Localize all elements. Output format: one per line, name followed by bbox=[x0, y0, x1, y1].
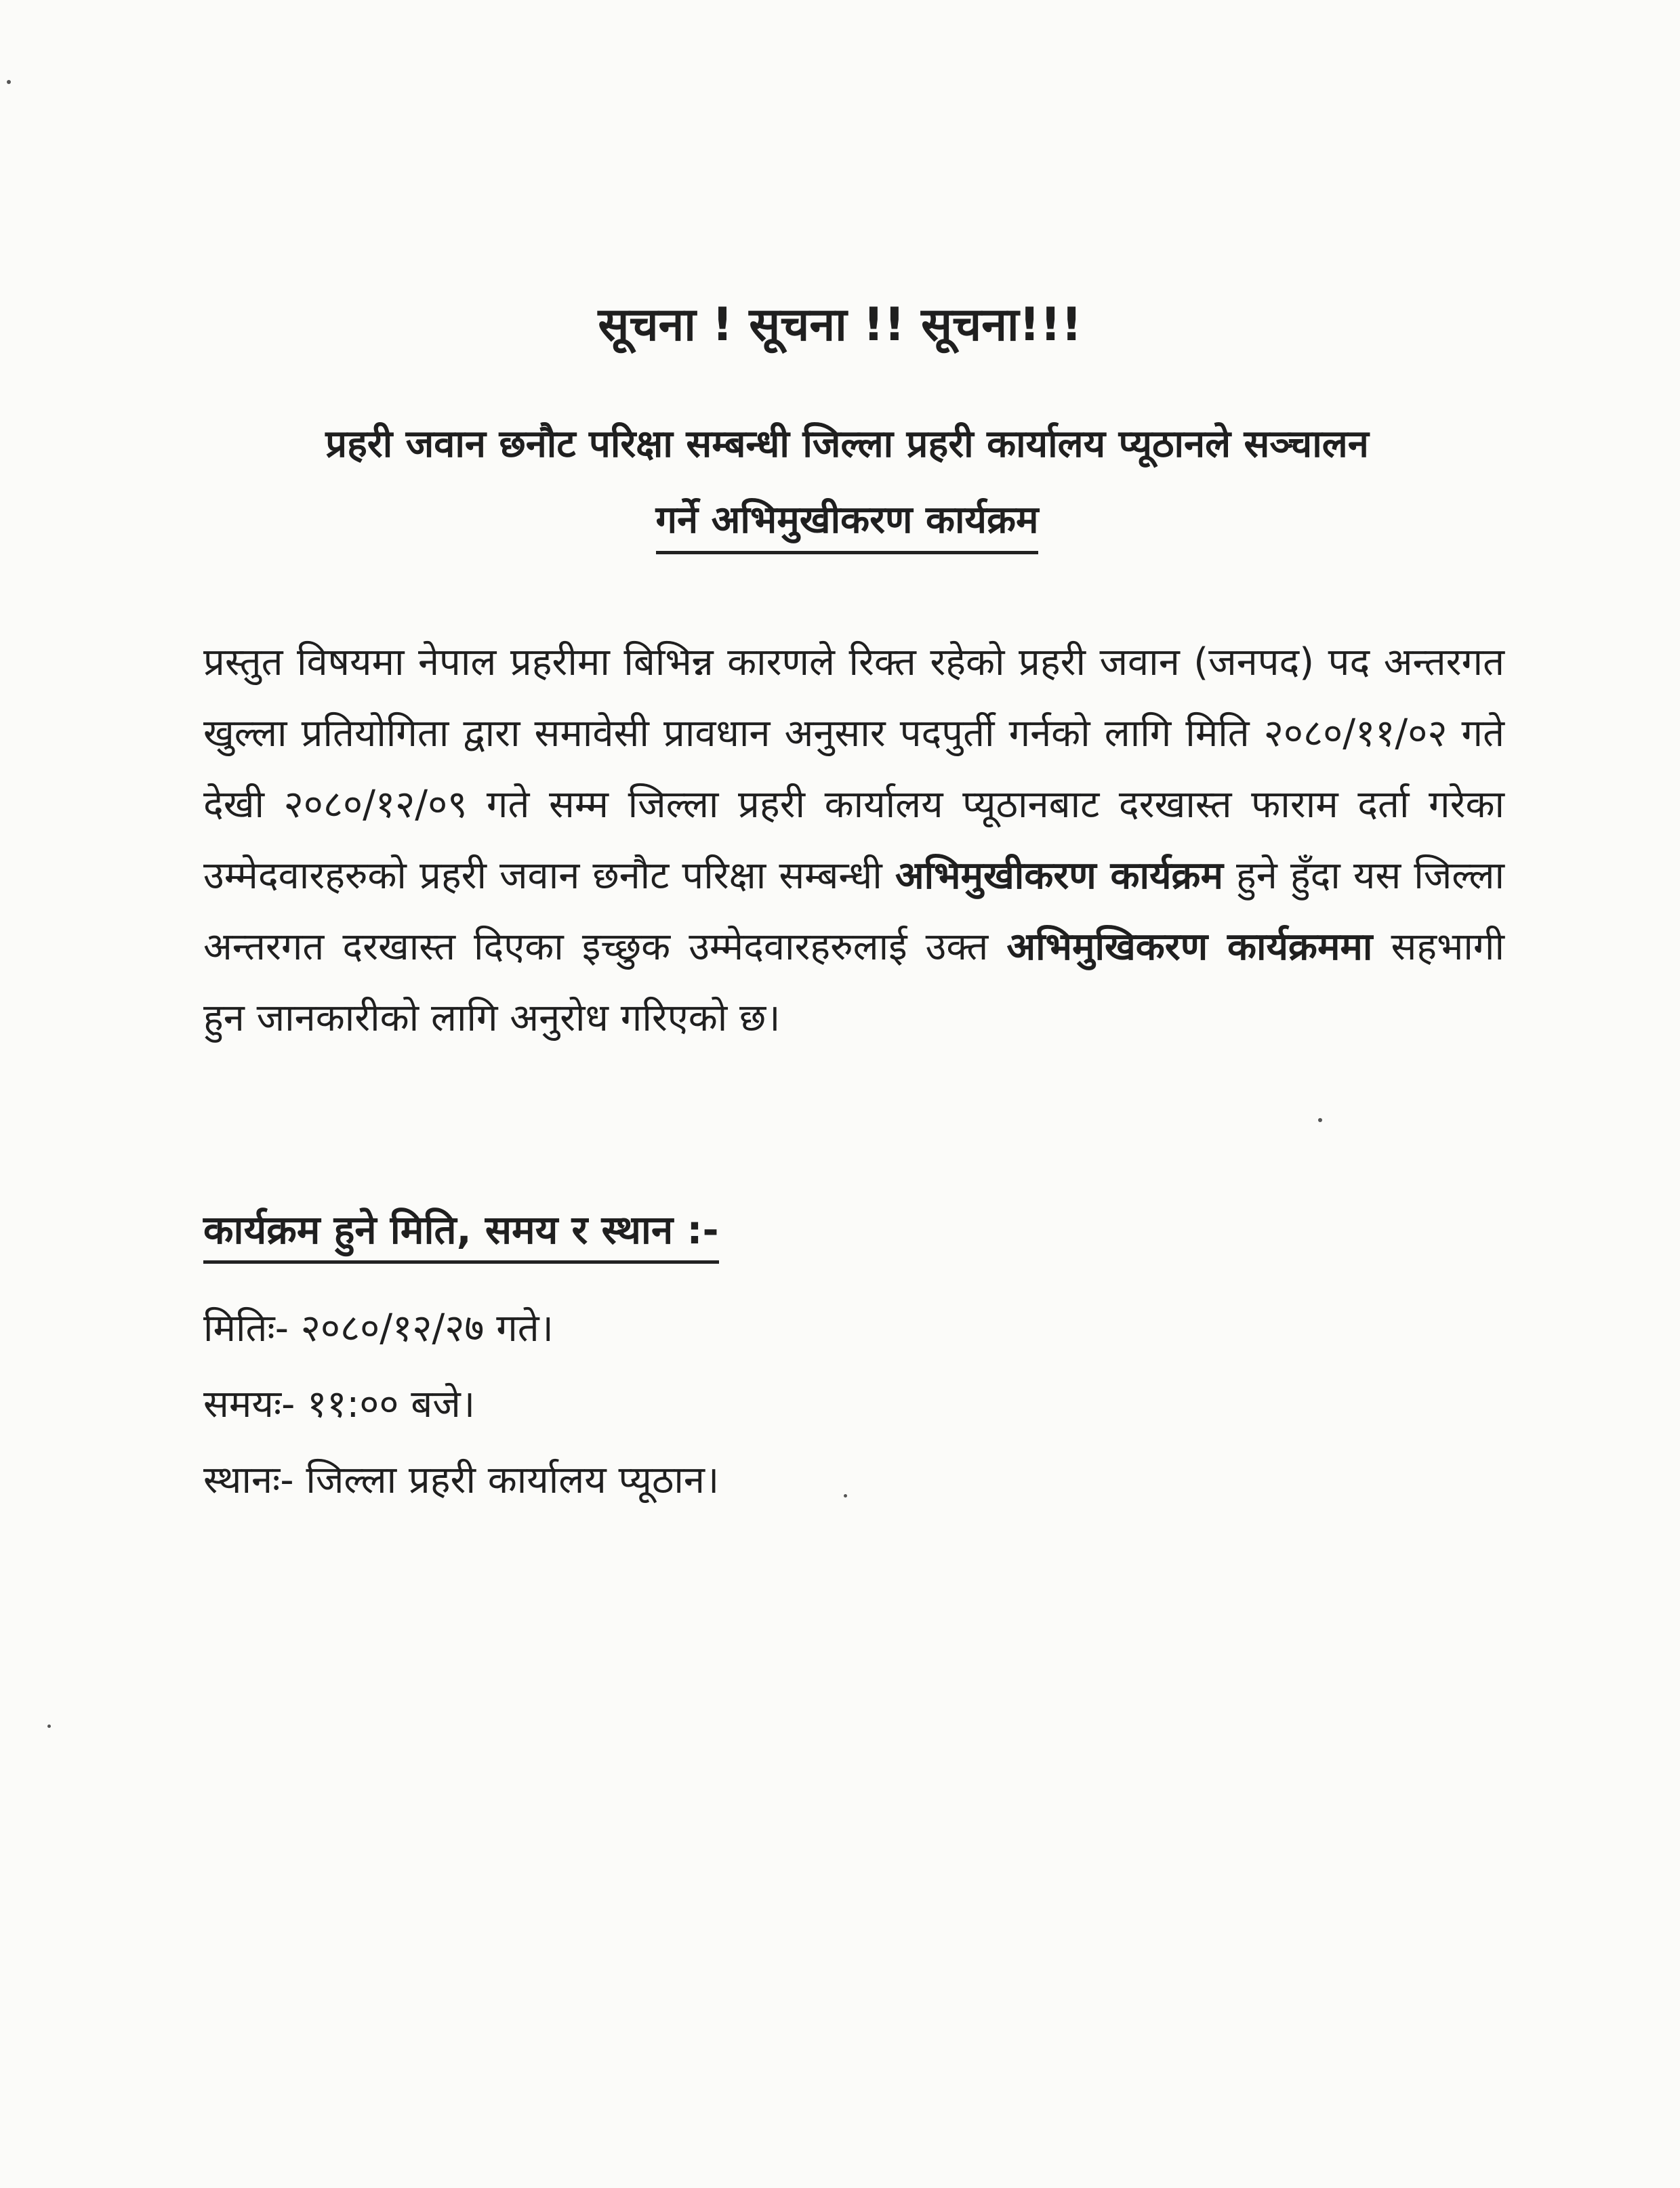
schedule-date: मितिः- २०८०/१२/२७ गते। bbox=[203, 1306, 554, 1350]
scan-speck bbox=[47, 1725, 51, 1728]
schedule-time: समयः- ११:०० बजे। bbox=[203, 1382, 476, 1426]
body-text-part-1: प्रस्तुत विषयमा नेपाल प्रहरीमा बिभिन्न कारणले रिक्त रहेको प्रहरी जवान (जनपद) पद अन्तरगत खुल्ला प्रतियोगिता द्वारा समावेसी प्रावधान अनुसार पदपुर्ती गर्नको लागि मिति २०८०/११/०२ गते देखी २०८०/१२/०९ गते सम्म जिल्ला प्रहरी कार्यालय प्यूठानबाट दरखास्त फाराम दर्ता गरेका उम्मेदवारहरुको प्रहरी जवान छनौट परिक्षा सम्बन्धी bbox=[203, 640, 1504, 898]
scan-speck bbox=[1318, 1118, 1322, 1122]
notice-subject bbox=[203, 407, 1491, 558]
schedule-venue: स्थानः- जिल्ला प्रहरी कार्यालय प्यूठान। bbox=[203, 1458, 720, 1502]
notice-headline: सूचना ! सूचना !! सूचना!!! bbox=[598, 298, 1082, 352]
body-text-part-2: हुने हुँदा यस जिल्ला अन्तरगत दरखास्त दिएका इच्छुक उम्मेदवारहरुलाई उक्त bbox=[203, 854, 1504, 969]
scan-speck bbox=[844, 1494, 847, 1498]
schedule-heading: कार्यक्रम हुने मिति, समय र स्थान :- bbox=[203, 1199, 719, 1264]
subject-line-1: प्रहरी जवान छनौट परिक्षा सम्बन्धी जिल्ला प्रहरी कार्यालय प्यूठानले सञ्चालन bbox=[325, 422, 1369, 466]
scan-speck bbox=[7, 80, 11, 84]
body-bold-program-participation: अभिमुखिकरण कार्यक्रममा bbox=[1006, 925, 1373, 969]
subject-line-2: गर्ने अभिमुखीकरण कार्यक्रम bbox=[656, 490, 1039, 554]
notice-body bbox=[203, 627, 1504, 1054]
body-bold-program: अभिमुखीकरण कार्यक्रम bbox=[895, 854, 1223, 898]
body-text-part-3: सहभागी हुन जानकारीको लागि अनुरोध गरिएको छ। bbox=[203, 925, 1504, 1040]
schedule-details bbox=[203, 1291, 719, 1519]
